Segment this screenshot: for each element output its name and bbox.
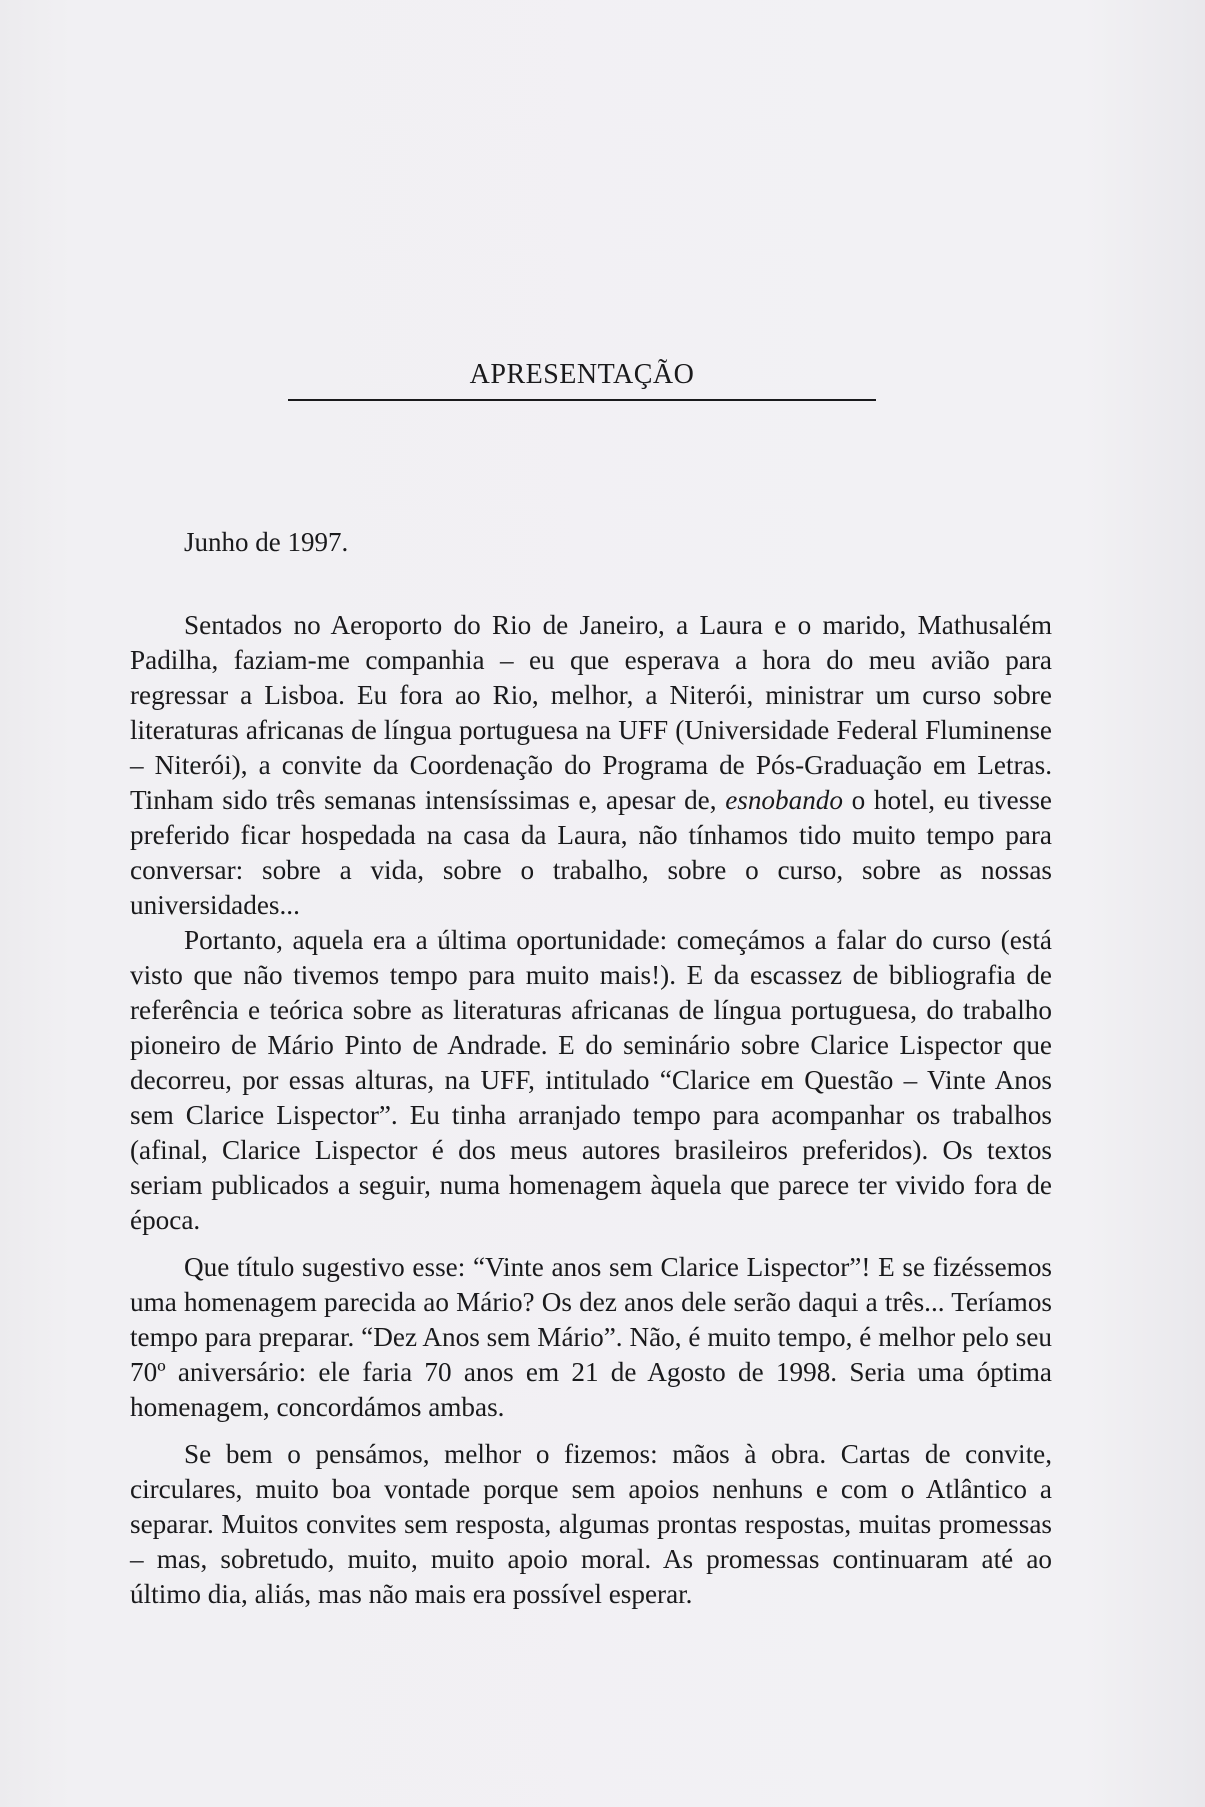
- paragraph-1-text-start: Sentados no Aeroporto do Rio de Janeiro, a Laura e o marido, Mathusalém Padilha, faziam-me companhia – eu que esperava a hora do meu avião para regressar a Lisboa. Eu fora ao Rio, melhor, a Niterói, ministrar um curso sobre literaturas africanas de língua portuguesa na UFF (Universidade Federal Fluminense – Niterói), a convite da Coordenação do Programa de Pós-Graduação em Letras. Tinham sido três semanas intensíssimas e, apesar de,: [130, 610, 1052, 815]
- date-line: Junho de 1997.: [184, 527, 349, 557]
- italic-word: esnobando: [725, 785, 843, 815]
- body-text: [130, 608, 1052, 1624]
- title-underline: [288, 399, 876, 401]
- paragraph-1-text-end: o hotel, eu tivesse preferido ficar hospedada na casa da Laura, não tínhamos tido muito tempo para conversar: sobre a vida, sobre o trabalho, sobre o curso, sobre as nossas universidades...: [130, 785, 1052, 920]
- paragraph-2: Portanto, aquela era a última oportunidade: começámos a falar do curso (está visto que não tivemos tempo para muito mais!). E da escassez de bibliografia de referência e teórica sobre as literaturas africanas de língua portuguesa, do trabalho pioneiro de Mário Pinto de Andrade. E do seminário sobre Clarice Lispector que decorreu, por essas alturas, na UFF, intitulado “Clarice em Questão – Vinte Anos sem Clarice Lispector”. Eu tinha arranjado tempo para acompanhar os trabalhos (afinal, Clarice Lispector é dos meus autores brasileiros preferidos). Os textos seriam publicados a seguir, numa homenagem àquela que parece ter vivido fora de época.: [130, 925, 1052, 1235]
- paragraph-1: [130, 608, 1052, 923]
- page-title: APRESENTAÇÃO: [469, 359, 695, 390]
- paragraph-3: Que título sugestivo esse: “Vinte anos sem Clarice Lispector”! E se fizéssemos uma homenagem parecida ao Mário? Os dez anos dele serão daqui a três... Teríamos tempo para preparar. “Dez Anos sem Mário”. Não, é muito tempo, é melhor pelo seu 70º aniversário: ele faria 70 anos em 21 de Agosto de 1998. Seria uma óptima homenagem, concordámos ambas.: [130, 1252, 1052, 1422]
- paragraph-4: Se bem o pensámos, melhor o fizemos: mãos à obra. Cartas de convite, circulares, muito boa vontade porque sem apoios nenhuns e com o Atlântico a separar. Muitos convites sem resposta, algumas prontas respostas, muitas promessas – mas, sobretudo, muito, muito apoio moral. As promessas continuaram até ao último dia, aliás, mas não mais era possível esperar.: [130, 1439, 1052, 1609]
